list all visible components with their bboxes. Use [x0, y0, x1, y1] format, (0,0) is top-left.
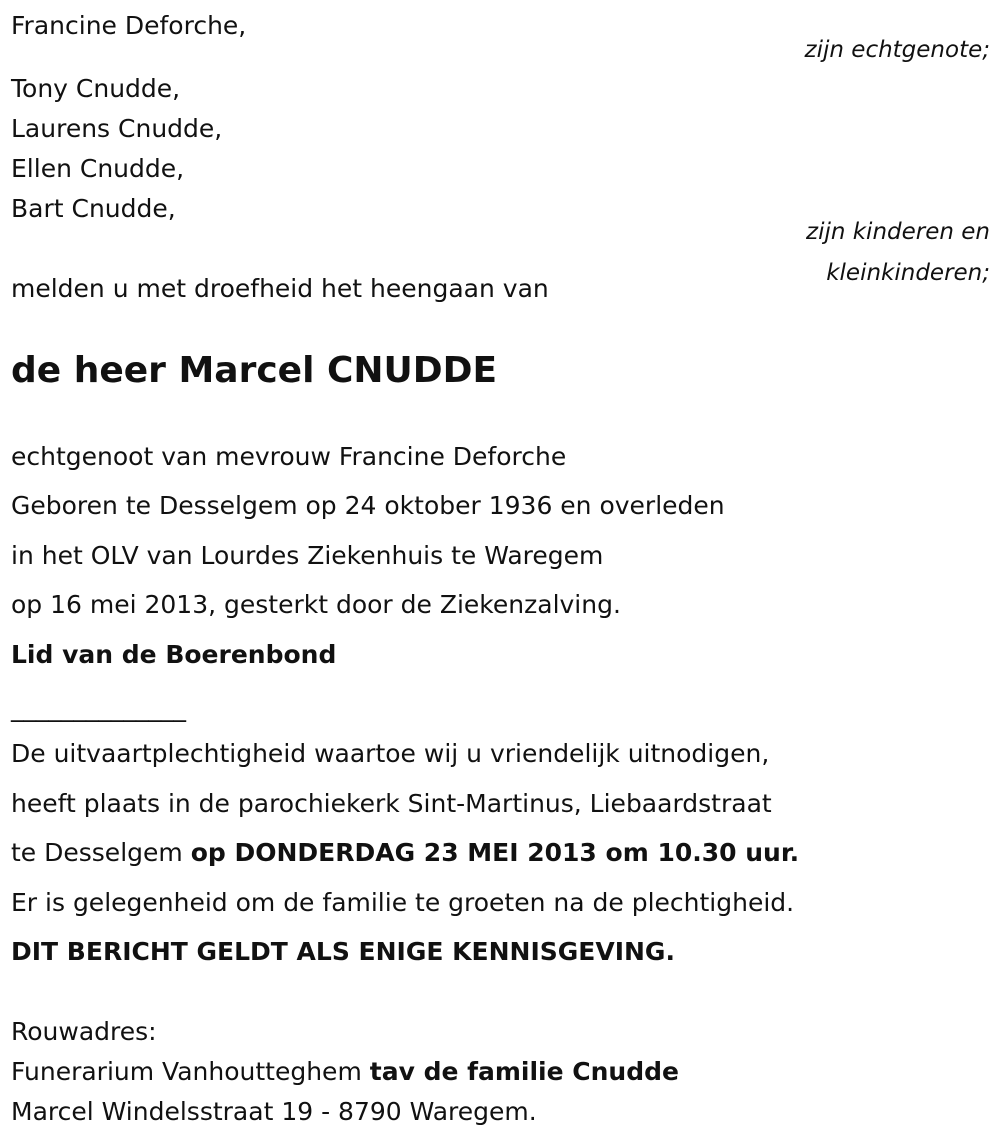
membership-line: Lid van de Boerenbond — [11, 640, 337, 669]
place-of-death-line: in het OLV van Lourdes Ziekenhuis te Waregem — [11, 541, 604, 570]
children-role-line1: zijn kinderen en — [806, 219, 990, 245]
ceremony-line-1: De uitvaartplechtigheid waartoe wij u vriendelijk uitnodigen, — [11, 739, 770, 768]
birth-line: Geboren te Desselgem op 24 oktober 1936 en overleden — [11, 491, 725, 520]
address-recipient: tav de familie Cnudde — [369, 1057, 679, 1086]
ceremony-location-suffix: te Desselgem — [11, 838, 191, 867]
separator-line: ______________ — [11, 693, 186, 722]
deceased-name: de heer Marcel CNUDDE — [11, 350, 498, 391]
address-line-1 — [11, 1057, 679, 1087]
spouse-role: zijn echtgenote; — [804, 37, 990, 63]
children-role-line2: kleinkinderen; — [826, 260, 990, 286]
child-name-2: Laurens Cnudde, — [11, 114, 223, 143]
ceremony-date-time: op DONDERDAG 23 MEI 2013 om 10.30 uur. — [190, 838, 800, 867]
funeral-home-name: Funerarium Vanhoutteghem — [11, 1057, 370, 1086]
spouse-name: Francine Deforche, — [11, 11, 247, 40]
address-label: Rouwadres: — [11, 1017, 157, 1046]
announcement-text: melden u met droefheid het heengaan van — [11, 274, 549, 303]
deceased-spouse-line: echtgenoot van mevrouw Francine Deforche — [11, 442, 567, 471]
child-name-4: Bart Cnudde, — [11, 194, 176, 223]
address-line-2: Marcel Windelsstraat 19 - 8790 Waregem. — [11, 1097, 537, 1126]
death-date-line: op 16 mei 2013, gesterkt door de Ziekenzalving. — [11, 590, 621, 619]
official-notice: DIT BERICHT GELDT ALS ENIGE KENNISGEVING. — [11, 937, 675, 966]
ceremony-line-2: heeft plaats in de parochiekerk Sint-Martinus, Liebaardstraat — [11, 789, 772, 818]
child-name-1: Tony Cnudde, — [11, 74, 181, 103]
ceremony-line-4: Er is gelegenheid om de familie te groeten na de plechtigheid. — [11, 888, 795, 917]
ceremony-line-3 — [11, 838, 799, 868]
child-name-3: Ellen Cnudde, — [11, 154, 185, 183]
